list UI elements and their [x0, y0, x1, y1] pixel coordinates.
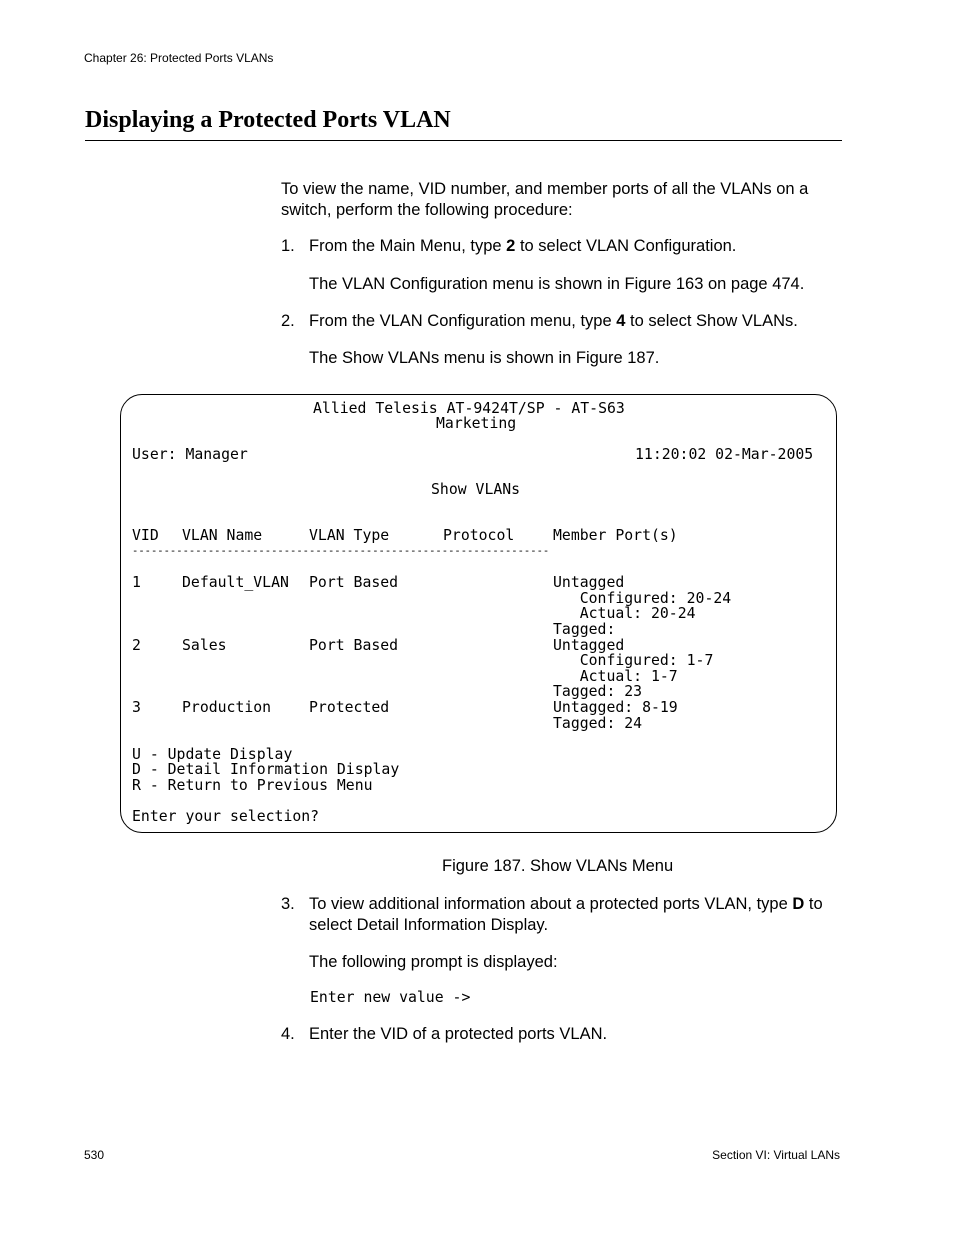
- option-return-previous: R - Return to Previous Menu: [132, 777, 373, 794]
- step-3-text: To view additional information about a protected ports VLAN, type D to: [309, 895, 823, 913]
- column-header-member-ports: Member Port(s): [553, 527, 678, 544]
- terminal-datetime: 11:20:02 02-Mar-2005: [635, 446, 814, 463]
- running-header: Chapter 26: Protected Ports VLANs: [84, 51, 274, 65]
- intro-line-1: To view the name, VID number, and member ports of all the VLANs on a: [281, 180, 809, 198]
- step-3-key: D: [792, 895, 805, 913]
- option-detail-information: D - Detail Information Display: [132, 761, 400, 778]
- row-3-type: Protected: [309, 699, 390, 716]
- column-header-protocol: Protocol: [443, 527, 515, 544]
- terminal-system-name: Marketing: [436, 415, 517, 432]
- row-2-type: Port Based: [309, 637, 399, 654]
- row-2-ports-line-4: Tagged: 23: [553, 683, 643, 700]
- column-header-vlan-name: VLAN Name: [182, 527, 263, 544]
- row-2-ports-line-2: Configured: 1-7: [553, 652, 714, 669]
- row-1-type: Port Based: [309, 574, 399, 591]
- footer-section: Section VI: Virtual LANs: [712, 1148, 840, 1162]
- figure-caption: Figure 187. Show VLANs Menu: [442, 857, 674, 875]
- section-title: Displaying a Protected Ports VLAN: [85, 107, 451, 133]
- terminal-menu-title: Show VLANs: [431, 481, 521, 498]
- column-header-vlan-type: VLAN Type: [309, 527, 390, 544]
- step-2-text: From the VLAN Configuration menu, type 4 to select Show VLANs.: [309, 312, 798, 330]
- step-4-text: Enter the VID of a protected ports VLAN.: [309, 1025, 608, 1043]
- terminal-product: Allied Telesis AT-9424T/SP - AT-S63: [313, 400, 625, 417]
- step-4-number: 4.: [281, 1025, 295, 1043]
- intro-line-2: switch, perform the following procedure:: [281, 201, 573, 219]
- row-1-ports-line-2: Configured: 20-24: [553, 590, 732, 607]
- terminal-prompt: Enter your selection?: [132, 808, 320, 825]
- option-update-display: U - Update Display: [132, 746, 293, 763]
- step-2-note: The Show VLANs menu is shown in Figure 187.: [309, 349, 660, 367]
- row-2-ports-line-1: Untagged: [553, 637, 625, 654]
- step-3-text-line-2: select Detail Information Display.: [309, 916, 549, 934]
- column-divider: ------------------------------------------------------------------: [132, 545, 550, 557]
- row-1-ports-line-1: Untagged: [553, 574, 625, 591]
- step-3-code: Enter new value ->: [310, 989, 471, 1006]
- row-1-ports-line-3: Actual: 20-24: [553, 605, 696, 622]
- step-1-key: 2: [506, 237, 516, 255]
- row-2-name: Sales: [182, 637, 227, 654]
- step-1-note: The VLAN Configuration menu is shown in Figure 163 on page 474.: [309, 275, 805, 293]
- page-number: 530: [84, 1148, 105, 1162]
- step-2-number: 2.: [281, 312, 295, 330]
- step-3-number: 3.: [281, 895, 295, 913]
- row-3-ports-line-2: Tagged: 24: [553, 715, 643, 732]
- title-rule: [85, 140, 842, 141]
- row-3-vid: 3: [132, 699, 141, 716]
- row-3-name: Production: [182, 699, 272, 716]
- terminal-user: User: Manager: [132, 446, 248, 463]
- row-2-vid: 2: [132, 637, 141, 654]
- column-header-vid: VID: [132, 527, 159, 544]
- row-1-name: Default_VLAN: [182, 574, 289, 591]
- row-1-ports-line-4: Tagged:: [553, 621, 616, 638]
- step-1-text: From the Main Menu, type 2 to select VLAN Configuration.: [309, 237, 737, 255]
- step-1-number: 1.: [281, 237, 295, 255]
- row-2-ports-line-3: Actual: 1-7: [553, 668, 678, 685]
- row-1-vid: 1: [132, 574, 141, 591]
- step-3-note: The following prompt is displayed:: [309, 953, 558, 971]
- step-2-key: 4: [616, 312, 626, 330]
- row-3-ports-line-1: Untagged: 8-19: [553, 699, 678, 716]
